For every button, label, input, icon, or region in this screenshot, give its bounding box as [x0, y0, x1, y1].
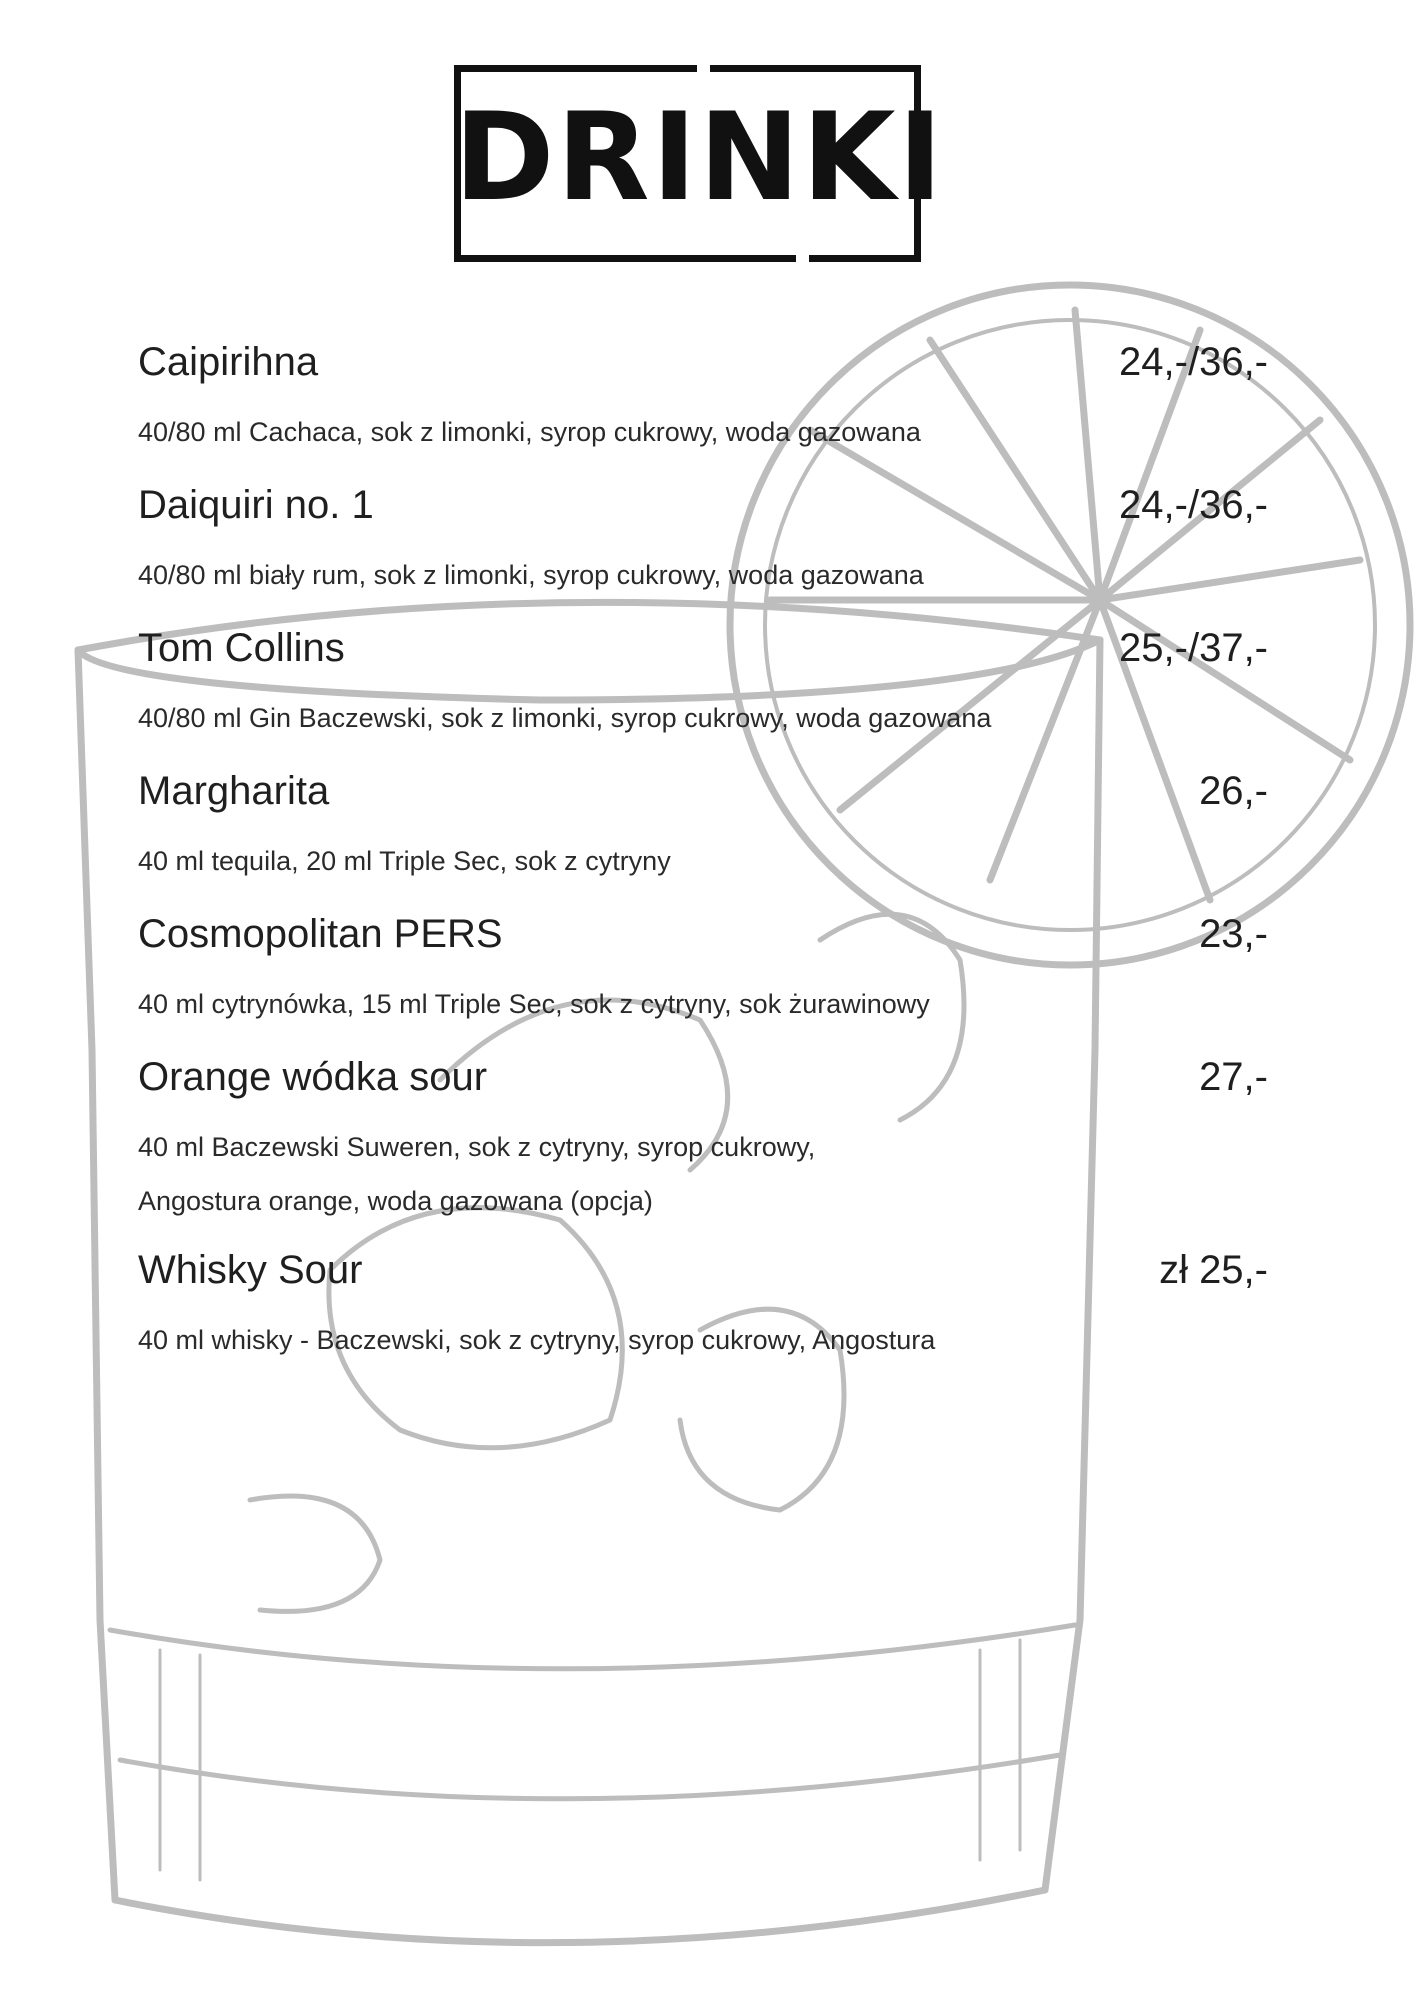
menu-item — [138, 909, 1268, 1019]
item-name: Caipirihna — [138, 340, 319, 384]
item-description-line: 40 ml tequila, 20 ml Triple Sec, sok z cytryny — [138, 846, 671, 876]
page-title: DRINKI — [454, 87, 945, 228]
item-description — [138, 1313, 935, 1367]
item-description — [138, 405, 921, 459]
menu-item — [138, 766, 1268, 876]
menu-item — [138, 337, 1268, 447]
item-name: Orange wódka sour — [138, 1055, 488, 1099]
item-description-line: 40/80 ml biały rum, sok z limonki, syrop cukrowy, woda gazowana — [138, 560, 924, 590]
item-description — [138, 1120, 815, 1228]
item-description — [138, 691, 991, 745]
item-description-line: 40/80 ml Gin Baczewski, sok z limonki, syrop cukrowy, woda gazowana — [138, 703, 992, 733]
item-price: 26,- — [1199, 769, 1268, 813]
item-name: Tom Collins — [138, 626, 345, 670]
item-description-line: Angostura orange, woda gazowana (opcja) — [138, 1186, 653, 1216]
item-price: 24,-/36,- — [1119, 483, 1268, 527]
menu-item — [138, 1245, 1268, 1355]
item-description-line: 40 ml cytrynówka, 15 ml Triple Sec, sok z cytryny, sok żurawinowy — [138, 989, 930, 1019]
item-description — [138, 977, 930, 1031]
item-name: Daiquiri no. 1 — [138, 483, 374, 527]
item-price: 23,- — [1199, 912, 1268, 956]
item-price: 27,- — [1199, 1055, 1268, 1099]
item-price: 25,-/37,- — [1119, 626, 1268, 670]
item-price: zł 25,- — [1159, 1248, 1268, 1292]
menu-item — [138, 623, 1268, 733]
menu-item — [138, 1052, 1268, 1216]
item-description-line: 40/80 ml Cachaca, sok z limonki, syrop cukrowy, woda gazowana — [138, 417, 921, 447]
item-description — [138, 834, 671, 888]
menu-item — [138, 480, 1268, 590]
item-name: Whisky Sour — [138, 1248, 363, 1292]
item-description-line: 40 ml whisky - Baczewski, sok z cytryny, syrop cukrowy, Angostura — [138, 1325, 936, 1355]
item-description-line: 40 ml Baczewski Suweren, sok z cytryny, syrop cukrowy, — [138, 1132, 816, 1162]
item-description — [138, 548, 924, 602]
item-price: 24,-/36,- — [1119, 340, 1268, 384]
item-name: Cosmopolitan PERS — [138, 912, 503, 956]
item-name: Margharita — [138, 769, 330, 813]
